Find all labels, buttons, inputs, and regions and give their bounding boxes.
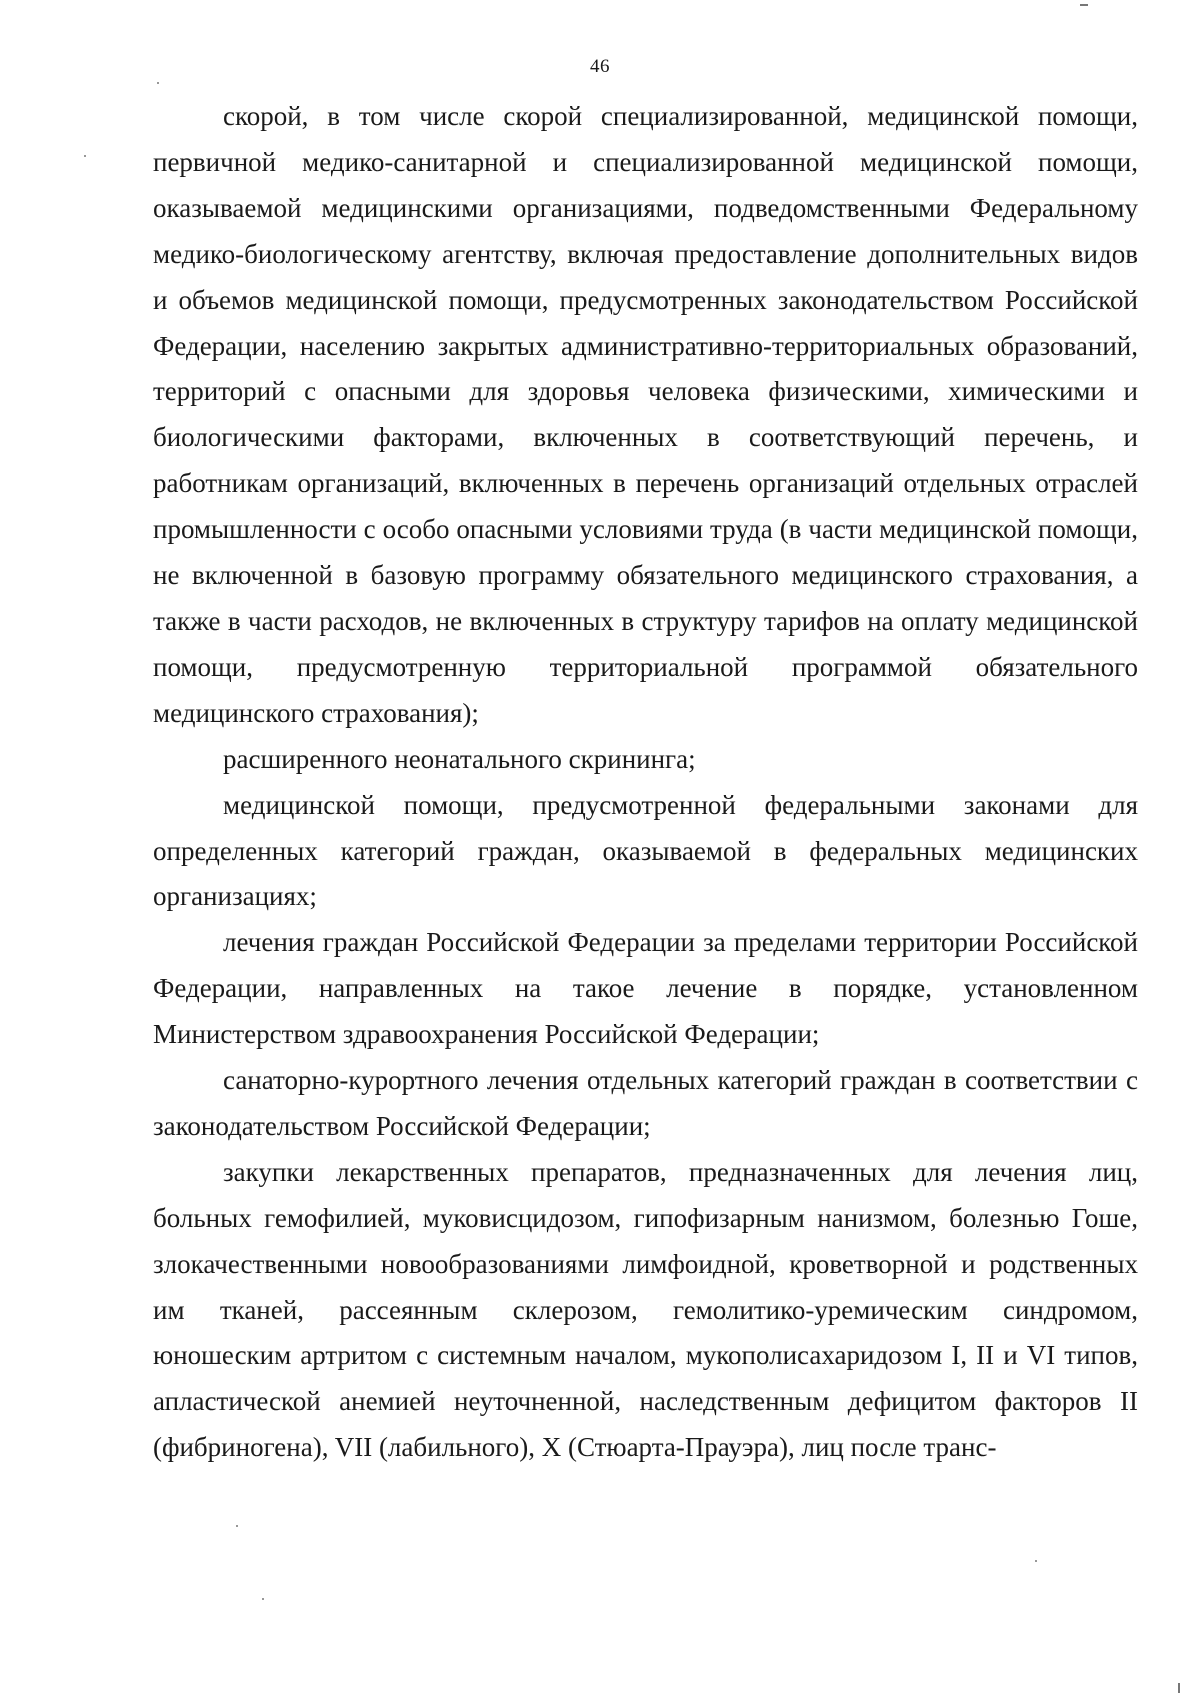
scan-speck: [236, 1525, 238, 1527]
paragraph-sanatorium-treatment: санаторно-курортного лечения отдельных категорий граждан в соответствии с законодательством Российской Федерации;: [153, 1065, 1138, 1141]
scan-speck: [1178, 1683, 1180, 1693]
paragraph-medical-care-federal-agency: скорой, в том числе скорой специализированной, медицинской помощи, первичной медико-санитарной и специализированной медицинской помощи, оказываемой медицинскими организациями, подведомственными Федеральному медико-биологическому агентству, включая предоставление дополнительных видов и объемов медицинской помощи, предусмотренных законодательством Российской Федерации, населению закрытых административно-территориальных образований, территорий с опасными для здоровья человека физическими, химическими и биологическими факторами, включенных в соответствующий перечень, и работникам организаций, включенных в перечень организаций отдельных отраслей промышленности с особо опасными условиями труда (в части медицинской помощи, не включенной в базовую программу обязательного медицинского страхования, а также в части расходов, не включенных в структуру тарифов на оплату медицинской помощи, предусмотренную территориальной программой обязательного медицинского страхования);: [153, 101, 1138, 728]
document-body: [153, 94, 1138, 1471]
scan-speck: [84, 155, 86, 157]
scan-speck: [1035, 1560, 1037, 1562]
scan-speck: [157, 82, 159, 84]
page-number: 46: [590, 56, 610, 77]
paragraph-treatment-abroad: лечения граждан Российской Федерации за пределами территории Российской Федерации, направленных на такое лечение в порядке, установленном Министерством здравоохранения Российской Федерации;: [153, 927, 1138, 1050]
paragraph-neonatal-screening: расширенного неонатального скрининга;: [223, 743, 696, 774]
paragraph-drug-procurement: закупки лекарственных препаратов, предназначенных для лечения лиц, больных гемофилией, муковисцидозом, гипофизарным нанизмом, болезнью Гоше, злокачественными новообразованиями лимфоидной, кроветворной и родственных им тканей, рассеянным склерозом, гемолитико-уремическим синдромом, юношеским артритом с системным началом, мукополисахаридозом I, II и VI типов, апластической анемией неуточненной, наследственным дефицитом факторов II (фибриногена), VII (лабильного), X (Стюарта-Прауэра), лиц после транс-: [153, 1156, 1138, 1463]
paragraph-federal-laws-care: медицинской помощи, предусмотренной федеральными законами для определенных категорий граждан, оказываемой в федеральных медицинских организациях;: [153, 789, 1138, 912]
scan-speck: [262, 1598, 264, 1600]
scan-speck: [1080, 4, 1088, 6]
